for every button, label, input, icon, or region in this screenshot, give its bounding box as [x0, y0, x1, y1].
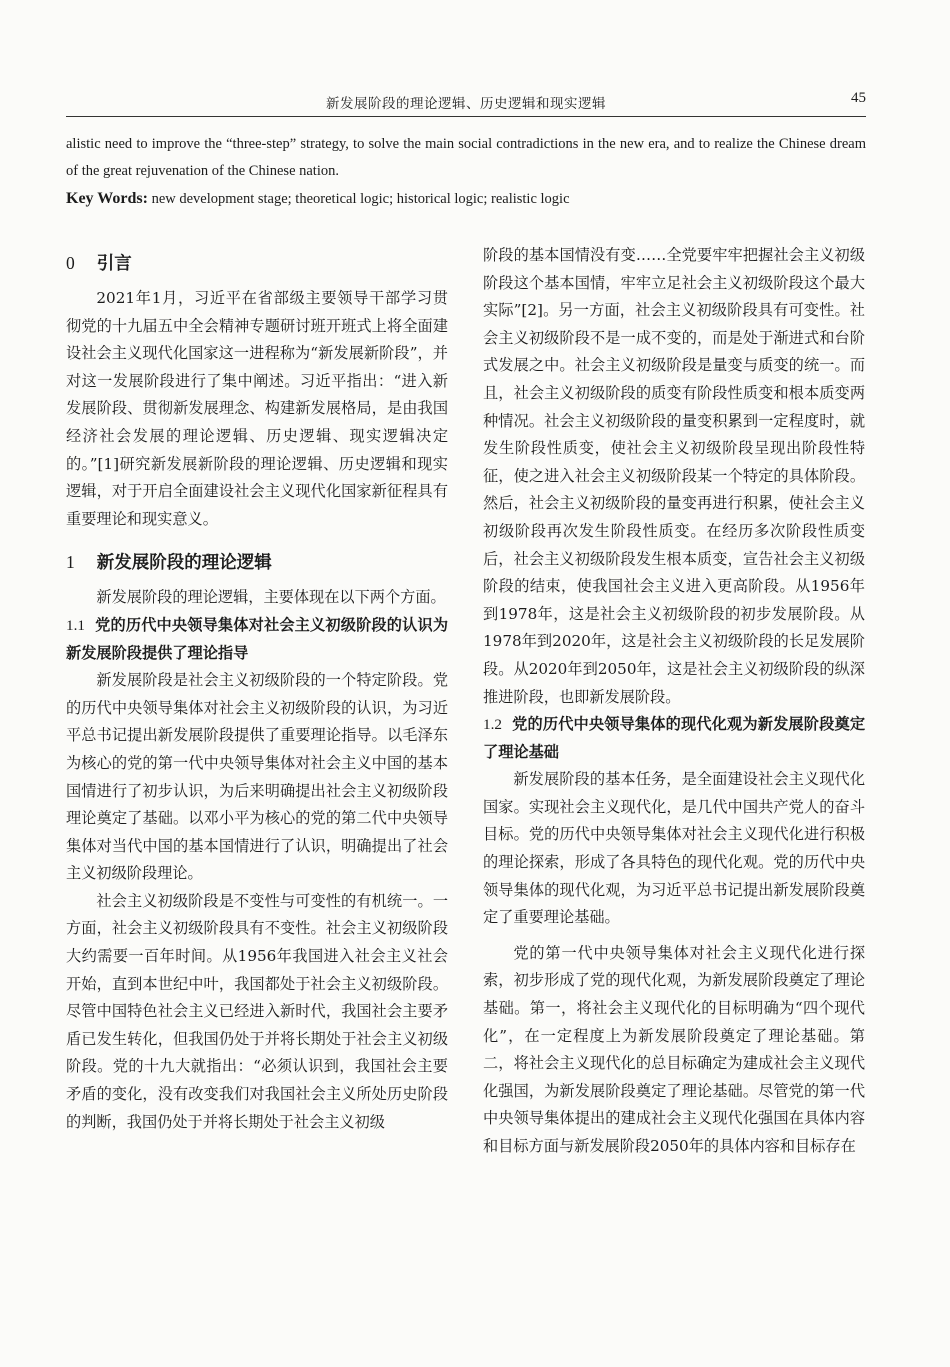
running-header	[66, 88, 866, 117]
section-0-heading	[66, 248, 448, 279]
section-1-title: 新发展阶段的理论逻辑	[96, 553, 272, 574]
keywords-label: Key Words:	[66, 190, 148, 207]
section-1-heading	[66, 547, 448, 578]
subsection-1-1-title: 党的历代中央领导集体对社会主义初级阶段的认识为新发展阶段提供了理论指导	[66, 615, 448, 662]
section-1-number: 1	[66, 552, 75, 573]
left-column	[66, 242, 448, 1136]
subsection-1-1-heading	[66, 612, 448, 667]
keywords-text: new development stage; theoretical logic; historical logic; realistic logic	[147, 191, 570, 207]
abstract-tail: alistic need to improve the “three-step” strategy, to solve the main social contradictions in the new era, and to realize the Chinese dream of the great rejuvenation of the Chinese nation.	[66, 136, 866, 179]
subsection-1-2-paragraph-1: 新发展阶段的基本任务，是全面建设社会主义现代化国家。实现社会主义现代化，是几代中国共产党人的奋斗目标。党的历代中央领导集体对社会主义现代化进行积极的理论探索，形成了各具特色的现代化观。党的历代中央领导集体的现代化观，为习近平总书记提出新发展阶段奠定了重要理论基础。	[483, 770, 865, 927]
subsection-1-1-paragraph-2-start: 社会主义初级阶段是不变性与可变性的有机统一。一方面，社会主义初级阶段具有不变性。社会主义初级阶段大约需要一百年时间。从1956年我国进入社会主义社会开始，直到本世纪中叶，我国都处于社会主义初级阶段。尽管中国特色社会主义已经进入新时代，我国社会主要矛盾已发生转化，但我国仍处于并将长期处于社会主义初级阶段。党的十九大就指出：“必须认识到，我国社会主要矛盾的变化，没有改变我们对我国社会主义所处历史阶段的判断，我国仍处于并将长期处于社会主义初级	[66, 891, 448, 1131]
subsection-1-1-number: 1.1	[66, 616, 85, 634]
keywords	[66, 185, 866, 213]
intro-paragraph: 2021年1月，习近平在省部级主要领导干部学习贯彻党的十九届五中全会精神专题研讨班开班式上将全面建设社会主义现代化国家这一进程称为“新发展新阶段”，并对这一发展阶段进行了集中阐述。习近平指出：“进入新发展阶段、贯彻新发展理念、构建新发展格局，是由我国经济社会发展的理论逻辑、历史逻辑、现实逻辑决定的。”[1]研究新发展新阶段的理论逻辑、历史逻辑和现实逻辑，对于开启全面建设社会主义现代化国家新征程具有重要理论和现实意义。	[66, 289, 448, 528]
page-number: 45	[851, 90, 866, 106]
subsection-1-1-paragraph-1: 新发展阶段是社会主义初级阶段的一个特定阶段。党的历代中央领导集体对社会主义初级阶段的认识，为习近平总书记提出新发展阶段提供了重要理论指导。以毛泽东为核心的党的第一代中央领导集体对社会主义中国的基本国情进行了初步认识，为后来明确提出社会主义初级阶段理论奠定了基础。以邓小平为核心的党的第二代中央领导集体对当代中国的基本国情进行了认识，明确提出了社会主义初级阶段理论。	[66, 671, 448, 883]
section-1-intro: 新发展阶段的理论逻辑，主要体现在以下两个方面。	[96, 588, 446, 607]
subsection-1-2-heading	[483, 711, 865, 766]
subsection-1-2-paragraph-2: 党的第一代中央领导集体对社会主义现代化进行探索，初步形成了党的现代化观，为新发展阶段奠定了理论基础。第一，将社会主义现代化的目标明确为“四个现代化”，在一定程度上为新发展阶段奠定了理论基础。第二，将社会主义现代化的总目标确定为建成社会主义现代化强国，为新发展阶段奠定了理论基础。尽管党的第一代中央领导集体提出的建成社会主义现代化强国在具体内容和目标方面与新发展阶段2050年的具体内容和目标存在	[483, 943, 865, 1155]
right-column	[483, 242, 865, 1161]
section-0-title: 引言	[96, 254, 132, 274]
subsection-1-2-number: 1.2	[483, 716, 502, 734]
running-title: 新发展阶段的理论逻辑、历史逻辑和现实逻辑	[326, 96, 606, 112]
subsection-1-1-paragraph-2-continued: 阶段的基本国情没有变……全党要牢牢把握社会主义初级阶段这个基本国情，牢牢立足社会主义初级阶段这个最大实际”[2]。另一方面，社会主义初级阶段具有可变性。社会主义初级阶段不是一成不变的，而是处于渐进式和台阶式发展之中。社会主义初级阶段是量变与质变的统一。而且，社会主义初级阶段的质变有阶段性质变和根本质变两种情况。社会主义初级阶段的量变积累到一定程度时，就发生阶段性质变，使社会主义初级阶段呈现出阶段性特征，使之进入社会主义初级阶段某一个特定的具体阶段。然后，社会主义初级阶段的量变再进行积累，使社会主义初级阶段再次发生阶段性质变。在经历多次阶段性质变后，社会主义初级阶段发生根本质变，宣告社会主义初级阶段的结束，使我国社会主义进入更高阶段。从1956年到1978年，这是社会主义初级阶段的初步发展阶段。从1978年到2020年，这是社会主义初级阶段的长足发展阶段。从2020年到2050年，这是社会主义初级阶段的纵深推进阶段，也即新发展阶段。	[483, 246, 865, 706]
section-0-number: 0	[66, 253, 75, 273]
subsection-1-2-title: 党的历代中央领导集体的现代化观为新发展阶段奠定了理论基础	[483, 715, 865, 761]
